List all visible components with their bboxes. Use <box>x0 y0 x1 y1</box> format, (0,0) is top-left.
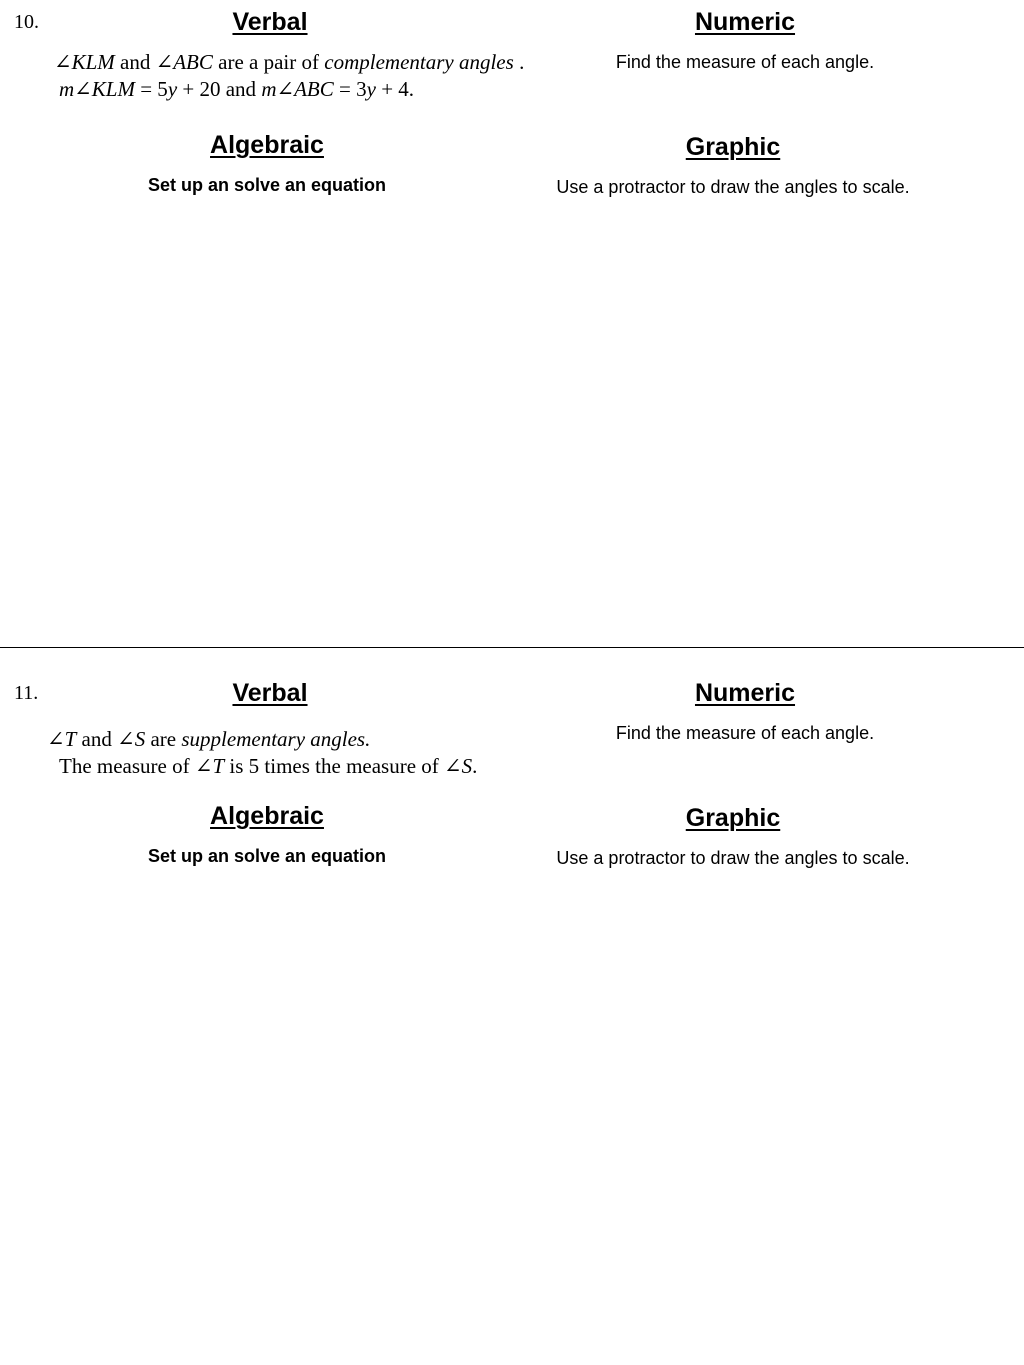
verbal-line-2: m∠KLM = 5y + 20 and m∠ABC = 3y + 4. <box>59 77 415 101</box>
verbal-statement <box>54 49 524 103</box>
numeric-heading: Numeric <box>694 679 796 707</box>
problem-number: 10. <box>14 11 39 33</box>
verbal-heading: Verbal <box>232 8 308 36</box>
verbal-line-1: ∠KLM and ∠ABC are a pair of complementary angles . <box>54 50 525 74</box>
algebraic-heading: Algebraic <box>210 131 324 159</box>
algebraic-heading: Algebraic <box>210 802 324 830</box>
section-divider <box>0 647 1024 648</box>
verbal-heading: Verbal <box>232 679 308 707</box>
numeric-instruction: Find the measure of each angle. <box>615 723 875 743</box>
verbal-statement <box>47 726 477 780</box>
graphic-instruction: Use a protractor to draw the angles to scale. <box>556 177 910 197</box>
graphic-heading: Graphic <box>685 804 781 832</box>
algebraic-instruction: Set up an solve an equation <box>147 846 387 866</box>
graphic-instruction: Use a protractor to draw the angles to scale. <box>556 848 910 868</box>
verbal-line-2: The measure of ∠T is 5 times the measure of ∠S. <box>59 754 478 778</box>
graphic-heading: Graphic <box>685 133 781 161</box>
algebraic-instruction: Set up an solve an equation <box>147 175 387 195</box>
numeric-instruction: Find the measure of each angle. <box>615 52 875 72</box>
verbal-line-1: ∠T and ∠S are supplementary angles. <box>47 727 371 751</box>
problem-number: 11. <box>14 682 39 704</box>
numeric-heading: Numeric <box>694 8 796 36</box>
